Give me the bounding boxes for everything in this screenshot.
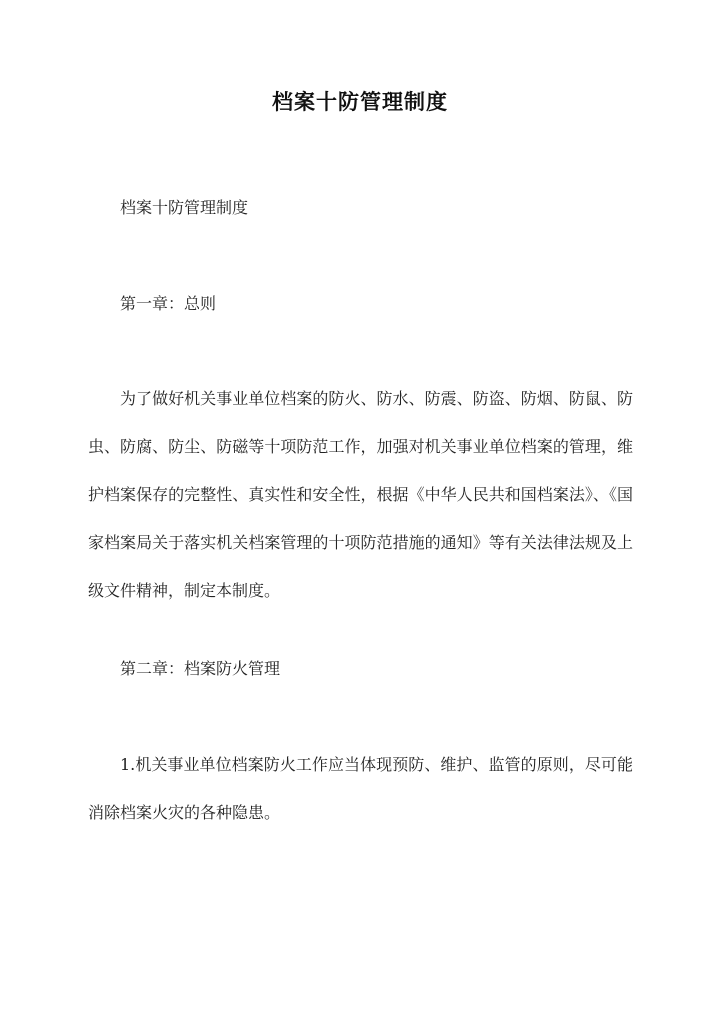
chapter-2-heading: 第二章：档案防火管理	[120, 659, 281, 678]
document-title: 档案十防管理制度	[272, 89, 448, 114]
chapter-1-body-paragraph: 为了做好机关事业单位档案的防火、防水、防震、防盗、防烟、防鼠、防虫、防腐、防尘、防磁等十项防范工作，加强对机关事业单位档案的管理，维护档案保存的完整性、真实性和安全性，根据《中华人民共和国档案法》、《国家档案局关于落实机关档案管理的十项防范措施的通知》等有关法律法规及上级文件精神，制定本制度。	[88, 389, 633, 600]
subtitle-paragraph: 档案十防管理制度	[120, 198, 249, 217]
chapter-2-item-1-paragraph: 1.机关事业单位档案防火工作应当体现预防、维护、监管的原则，尽可能消除档案火灾的各种隐患。	[88, 755, 633, 822]
chapter-1-heading: 第一章：总则	[120, 294, 217, 313]
